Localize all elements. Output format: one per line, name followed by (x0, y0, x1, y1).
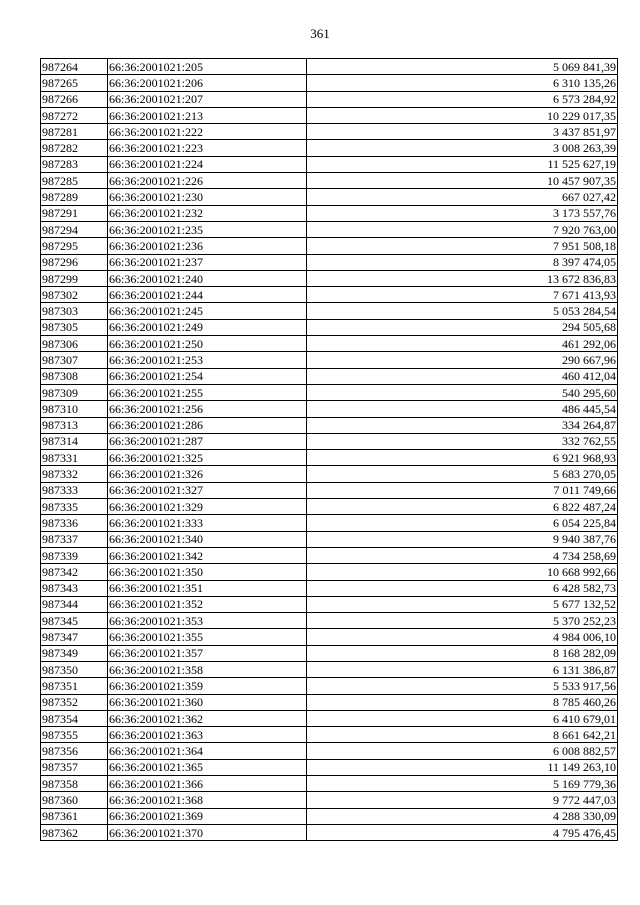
cadastral-value-cell: 4 984 006,10 (307, 629, 618, 645)
cadastral-number-cell: 66:36:2001021:350 (108, 564, 307, 580)
cadastral-value-cell: 6 573 284,92 (307, 91, 618, 107)
cadastral-number-cell: 66:36:2001021:230 (108, 189, 307, 205)
cadastral-value-cell: 294 505,68 (307, 319, 618, 335)
cadastral-value-cell: 290 667,96 (307, 352, 618, 368)
row-number-cell: 987265 (41, 75, 108, 91)
cadastral-value-cell: 8 661 642,21 (307, 727, 618, 743)
row-number-cell: 987362 (41, 824, 108, 840)
row-number-cell: 987339 (41, 547, 108, 563)
cadastral-value-cell: 7 920 763,00 (307, 221, 618, 237)
cadastral-number-cell: 66:36:2001021:365 (108, 759, 307, 775)
row-number-cell: 987296 (41, 254, 108, 270)
cadastral-value-cell: 8 785 460,26 (307, 694, 618, 710)
cadastral-value-cell: 3 008 263,39 (307, 140, 618, 156)
cadastral-number-cell: 66:36:2001021:256 (108, 401, 307, 417)
cadastral-number-cell: 66:36:2001021:352 (108, 596, 307, 612)
cadastral-number-cell: 66:36:2001021:226 (108, 173, 307, 189)
cadastral-number-cell: 66:36:2001021:358 (108, 661, 307, 677)
table-row (41, 580, 618, 596)
cadastral-value-cell: 4 288 330,09 (307, 808, 618, 824)
row-number-cell: 987349 (41, 645, 108, 661)
cadastral-value-cell: 334 264,87 (307, 417, 618, 433)
table-row (41, 59, 618, 75)
cadastral-value-cell: 11 525 627,19 (307, 156, 618, 172)
table-row (41, 401, 618, 417)
cadastral-number-cell: 66:36:2001021:245 (108, 303, 307, 319)
row-number-cell: 987291 (41, 205, 108, 221)
cadastral-value-cell: 5 370 252,23 (307, 613, 618, 629)
cadastral-number-cell: 66:36:2001021:360 (108, 694, 307, 710)
cadastral-value-cell: 332 762,55 (307, 433, 618, 449)
cadastral-value-cell: 7 011 749,66 (307, 482, 618, 498)
table-row (41, 613, 618, 629)
table-row (41, 140, 618, 156)
cadastral-value-cell: 461 292,06 (307, 336, 618, 352)
row-number-cell: 987310 (41, 401, 108, 417)
row-number-cell: 987308 (41, 368, 108, 384)
cadastral-number-cell: 66:36:2001021:223 (108, 140, 307, 156)
cadastral-number-cell: 66:36:2001021:326 (108, 466, 307, 482)
row-number-cell: 987333 (41, 482, 108, 498)
registry-table (40, 58, 618, 841)
cadastral-number-cell: 66:36:2001021:329 (108, 499, 307, 515)
cadastral-number-cell: 66:36:2001021:224 (108, 156, 307, 172)
table-row (41, 499, 618, 515)
row-number-cell: 987361 (41, 808, 108, 824)
cadastral-number-cell: 66:36:2001021:327 (108, 482, 307, 498)
table-row (41, 205, 618, 221)
table-row (41, 319, 618, 335)
cadastral-value-cell: 6 131 386,87 (307, 661, 618, 677)
row-number-cell: 987289 (41, 189, 108, 205)
table-row (41, 727, 618, 743)
row-number-cell: 987360 (41, 792, 108, 808)
row-number-cell: 987295 (41, 238, 108, 254)
cadastral-number-cell: 66:36:2001021:351 (108, 580, 307, 596)
table-row (41, 466, 618, 482)
cadastral-number-cell: 66:36:2001021:222 (108, 124, 307, 140)
cadastral-number-cell: 66:36:2001021:333 (108, 515, 307, 531)
cadastral-number-cell: 66:36:2001021:232 (108, 205, 307, 221)
row-number-cell: 987302 (41, 287, 108, 303)
table-row (41, 629, 618, 645)
cadastral-value-cell: 8 168 282,09 (307, 645, 618, 661)
cadastral-value-cell: 9 772 447,03 (307, 792, 618, 808)
table-row (41, 303, 618, 319)
cadastral-value-cell: 3 437 851,97 (307, 124, 618, 140)
cadastral-value-cell: 4 795 476,45 (307, 824, 618, 840)
table-row (41, 596, 618, 612)
row-number-cell: 987264 (41, 59, 108, 75)
cadastral-value-cell: 9 940 387,76 (307, 531, 618, 547)
cadastral-value-cell: 7 671 413,93 (307, 287, 618, 303)
table-row (41, 450, 618, 466)
cadastral-value-cell: 6 054 225,84 (307, 515, 618, 531)
cadastral-value-cell: 8 397 474,05 (307, 254, 618, 270)
row-number-cell: 987294 (41, 221, 108, 237)
table-row (41, 433, 618, 449)
table-row (41, 531, 618, 547)
cadastral-value-cell: 5 677 132,52 (307, 596, 618, 612)
cadastral-value-cell: 6 310 135,26 (307, 75, 618, 91)
table-row (41, 547, 618, 563)
table-row (41, 254, 618, 270)
cadastral-number-cell: 66:36:2001021:287 (108, 433, 307, 449)
row-number-cell: 987303 (41, 303, 108, 319)
row-number-cell: 987347 (41, 629, 108, 645)
row-number-cell: 987354 (41, 710, 108, 726)
cadastral-number-cell: 66:36:2001021:244 (108, 287, 307, 303)
table-row (41, 352, 618, 368)
cadastral-value-cell: 6 428 582,73 (307, 580, 618, 596)
table-row (41, 336, 618, 352)
row-number-cell: 987282 (41, 140, 108, 156)
cadastral-number-cell: 66:36:2001021:254 (108, 368, 307, 384)
table-row (41, 384, 618, 400)
row-number-cell: 987337 (41, 531, 108, 547)
table-row (41, 776, 618, 792)
table-row (41, 238, 618, 254)
table-row (41, 824, 618, 840)
table-row (41, 678, 618, 694)
row-number-cell: 987355 (41, 727, 108, 743)
cadastral-value-cell: 5 169 779,36 (307, 776, 618, 792)
cadastral-value-cell: 486 445,54 (307, 401, 618, 417)
registry-table-body (41, 59, 618, 841)
table-row (41, 368, 618, 384)
cadastral-number-cell: 66:36:2001021:249 (108, 319, 307, 335)
cadastral-value-cell: 540 295,60 (307, 384, 618, 400)
cadastral-number-cell: 66:36:2001021:364 (108, 743, 307, 759)
cadastral-number-cell: 66:36:2001021:353 (108, 613, 307, 629)
table-row (41, 91, 618, 107)
row-number-cell: 987266 (41, 91, 108, 107)
row-number-cell: 987272 (41, 107, 108, 123)
cadastral-number-cell: 66:36:2001021:340 (108, 531, 307, 547)
cadastral-number-cell: 66:36:2001021:359 (108, 678, 307, 694)
cadastral-value-cell: 5 053 284,54 (307, 303, 618, 319)
row-number-cell: 987306 (41, 336, 108, 352)
cadastral-value-cell: 5 069 841,39 (307, 59, 618, 75)
row-number-cell: 987357 (41, 759, 108, 775)
cadastral-value-cell: 10 457 907,35 (307, 173, 618, 189)
table-row (41, 694, 618, 710)
row-number-cell: 987305 (41, 319, 108, 335)
cadastral-number-cell: 66:36:2001021:342 (108, 547, 307, 563)
cadastral-number-cell: 66:36:2001021:357 (108, 645, 307, 661)
cadastral-value-cell: 3 173 557,76 (307, 205, 618, 221)
table-row (41, 710, 618, 726)
row-number-cell: 987344 (41, 596, 108, 612)
row-number-cell: 987358 (41, 776, 108, 792)
cadastral-number-cell: 66:36:2001021:366 (108, 776, 307, 792)
row-number-cell: 987350 (41, 661, 108, 677)
cadastral-number-cell: 66:36:2001021:355 (108, 629, 307, 645)
cadastral-number-cell: 66:36:2001021:213 (108, 107, 307, 123)
row-number-cell: 987345 (41, 613, 108, 629)
row-number-cell: 987299 (41, 270, 108, 286)
table-row (41, 645, 618, 661)
cadastral-value-cell: 460 412,04 (307, 368, 618, 384)
cadastral-number-cell: 66:36:2001021:235 (108, 221, 307, 237)
table-row (41, 173, 618, 189)
cadastral-number-cell: 66:36:2001021:286 (108, 417, 307, 433)
row-number-cell: 987335 (41, 499, 108, 515)
cadastral-value-cell: 6 822 487,24 (307, 499, 618, 515)
table-row (41, 417, 618, 433)
row-number-cell: 987356 (41, 743, 108, 759)
table-row (41, 564, 618, 580)
cadastral-number-cell: 66:36:2001021:250 (108, 336, 307, 352)
table-row (41, 189, 618, 205)
page-number: 361 (310, 26, 330, 41)
cadastral-value-cell: 7 951 508,18 (307, 238, 618, 254)
table-row (41, 482, 618, 498)
row-number-cell: 987313 (41, 417, 108, 433)
cadastral-number-cell: 66:36:2001021:240 (108, 270, 307, 286)
cadastral-number-cell: 66:36:2001021:325 (108, 450, 307, 466)
row-number-cell: 987342 (41, 564, 108, 580)
row-number-cell: 987336 (41, 515, 108, 531)
table-row (41, 156, 618, 172)
cadastral-value-cell: 13 672 836,83 (307, 270, 618, 286)
table-row (41, 515, 618, 531)
cadastral-number-cell: 66:36:2001021:370 (108, 824, 307, 840)
cadastral-number-cell: 66:36:2001021:205 (108, 59, 307, 75)
cadastral-number-cell: 66:36:2001021:206 (108, 75, 307, 91)
table-row (41, 221, 618, 237)
cadastral-number-cell: 66:36:2001021:255 (108, 384, 307, 400)
cadastral-value-cell: 10 229 017,35 (307, 107, 618, 123)
row-number-cell: 987283 (41, 156, 108, 172)
row-number-cell: 987281 (41, 124, 108, 140)
cadastral-number-cell: 66:36:2001021:363 (108, 727, 307, 743)
row-number-cell: 987285 (41, 173, 108, 189)
table-row (41, 661, 618, 677)
cadastral-value-cell: 5 683 270,05 (307, 466, 618, 482)
cadastral-number-cell: 66:36:2001021:362 (108, 710, 307, 726)
cadastral-value-cell: 6 921 968,93 (307, 450, 618, 466)
table-row (41, 808, 618, 824)
cadastral-number-cell: 66:36:2001021:236 (108, 238, 307, 254)
table-row (41, 270, 618, 286)
row-number-cell: 987331 (41, 450, 108, 466)
row-number-cell: 987309 (41, 384, 108, 400)
table-row (41, 75, 618, 91)
cadastral-value-cell: 6 008 882,57 (307, 743, 618, 759)
cadastral-value-cell: 667 027,42 (307, 189, 618, 205)
table-row (41, 759, 618, 775)
cadastral-value-cell: 10 668 992,66 (307, 564, 618, 580)
cadastral-value-cell: 5 533 917,56 (307, 678, 618, 694)
cadastral-value-cell: 4 734 258,69 (307, 547, 618, 563)
cadastral-value-cell: 6 410 679,01 (307, 710, 618, 726)
row-number-cell: 987352 (41, 694, 108, 710)
cadastral-number-cell: 66:36:2001021:368 (108, 792, 307, 808)
cadastral-number-cell: 66:36:2001021:207 (108, 91, 307, 107)
table-row (41, 743, 618, 759)
cadastral-number-cell: 66:36:2001021:369 (108, 808, 307, 824)
table-row (41, 287, 618, 303)
cadastral-number-cell: 66:36:2001021:253 (108, 352, 307, 368)
table-row (41, 107, 618, 123)
table-row (41, 792, 618, 808)
row-number-cell: 987351 (41, 678, 108, 694)
row-number-cell: 987343 (41, 580, 108, 596)
row-number-cell: 987332 (41, 466, 108, 482)
cadastral-value-cell: 11 149 263,10 (307, 759, 618, 775)
row-number-cell: 987314 (41, 433, 108, 449)
table-row (41, 124, 618, 140)
cadastral-number-cell: 66:36:2001021:237 (108, 254, 307, 270)
row-number-cell: 987307 (41, 352, 108, 368)
